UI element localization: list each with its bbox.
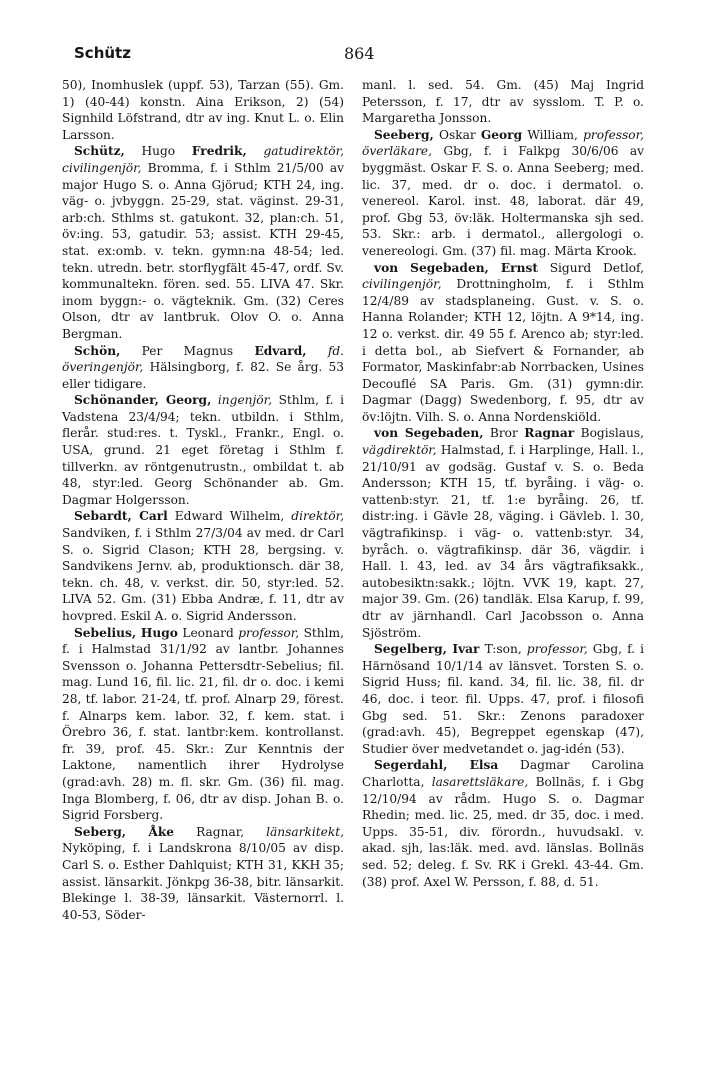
entry-title: professor, [238, 625, 300, 640]
entry-title: professor, överläkare, [362, 127, 645, 159]
entry-given-names: T:son, [484, 642, 522, 657]
bio-entry [62, 343, 344, 393]
entry-surname: Schön, [74, 343, 121, 358]
entry-continuation [62, 77, 344, 143]
bio-entry [362, 757, 644, 890]
entry-text: Bromma, f. i Sthlm 21/5/00 av major Hugo S. o. Anna Gjörud; KTH 24, ing. väg- o. jvbyggn. 25-29, stat. väginst. 29-31, arb:ch. Sthlms st. gatukont. 32, plan:ch. 51, öv:ing. 53, gatudir. 53; assist. KTH 29-45, stat. ex:omb. v. tekn. gymn:na 48-54; led. tekn. utredn. betr. storflygfält 45-47, ordf. Sv. kommunaltekn. fören. sed. 55. LIVA 47. Skr. inom byggn:- o. vägteknik. Gm. (32) Ceres Olson, dtr av lantbruk. Olov O. o. Anna Bergman. [62, 160, 345, 341]
entry-text: 50), Inomhuslek (uppf. 53), Tarzan (55). Gm. 1) (40-44) konstn. Aina Erikson, 2) (54) Signhild Löfstrand, dtr av ing. Knut L. o. Elin Larsson. [62, 78, 344, 142]
entry-title: länsarkitekt, [266, 824, 345, 839]
entry-surname: Schönander, Georg, [74, 393, 212, 408]
bio-entry [62, 143, 344, 342]
entry-text: Gbg, f. i Härnösand 10/1/14 av länsvet. Torsten S. o. Sigrid Huss; fil. kand. 34, fil. lic. 38, fil. dr 46, doc. i teor. fil. Upps. 47, prof. i filosofi Gbg sed. 51. Skr.: Zenons paradoxer (grad:avh. 45), Begreppet egenskap (47), Studier över medvetandet o. jag-idén (53). [362, 642, 645, 756]
entry-continuation [362, 77, 644, 127]
entry-surname: Schütz, [74, 144, 125, 159]
entry-text: manl. l. sed. 54. Gm. (45) Maj Ingrid Petersson, f. 17, dtr av sysslom. T. P. o. Margaretha Jonsson. [362, 78, 644, 126]
bio-entry [362, 641, 644, 757]
page-number: 864 [344, 44, 375, 63]
entry-text: Nyköping, f. i Landskrona 8/10/05 av disp. Carl S. o. Esther Dahlquist; KTH 31, KKH 35; assist. länsarkit. Jönkpg 36-38, bitr. länsarkit. Blekinge l. 38-39, länsarkit. Västernorrl. l. 40-53, Söder- [62, 841, 344, 922]
bio-entry [62, 508, 344, 624]
entry-surname: Seberg, Åke [74, 824, 175, 839]
column-right [362, 77, 644, 890]
entry-text: Hälsingborg, f. 82. Se årg. 53 eller tidigare. [62, 360, 345, 391]
entry-surname: von Segebaden, [374, 426, 484, 441]
entry-given-names: Oskar [438, 127, 476, 142]
entry-text: Sthlm, f. i Vadstena 23/4/94; tekn. utbildn. i Sthlm, flerår. stud:res. t. Tyskl., Frankr., Engl. o. USA, grund. 21 eget företag i Sthlm f. tillverkn. av röntgenutrustn., ombildat t. ab 48, styr:led. Georg Schönander ab. Gm. Dagmar Holgersson. [62, 393, 344, 507]
bio-entry [62, 625, 344, 824]
entry-text: Sthlm, f. i Halmstad 31/1/92 av lantbr. Johannes Svensson o. Johanna Pettersdtr-Sebelius; fil. mag. Lund 16, fil. lic. 21, fil. dr o. doc. i kemi 28, tf. labor. 21-24, tf. prof. Alnarp 29, förest. f. Alnarps kem. labor. 32, f. kem. stat. i Örebro 36, f. stat. lantbr:kem. kontrollanst. fr. 39, prof. 45. Skr.: Zur Kenntnis der Laktone, namentlich ihrer Hydrolyse (grad:avh. 28) m. fl. skr. Gm. (36) fil. mag. Inga Blomberg, f. 06, dtr av disp. Johan B. o. Sigrid Forsberg. [62, 625, 344, 823]
entry-given-names: Sigurd Detlof, [549, 260, 645, 275]
bio-entry [62, 392, 344, 508]
entry-text: Sandviken, f. i Sthlm 27/3/04 av med. dr Carl S. o. Sigrid Clason; KTH 28, bergsing. v. Sandvikens Jernv. ab, produktionsch. där 38, tekn. ch. 48, v. verkst. dir. 50, styr:led. 52. LIVA 52. Gm. (31) Ebba Andræ, f. 11, dtr av hovpred. Eskil A. o. Sigrid Andersson. [62, 526, 344, 623]
entry-given-names-after: Bogislaus, [580, 426, 644, 441]
bio-entry [362, 260, 644, 426]
entry-call-name: Edvard, [254, 343, 307, 358]
entry-given-names: Dagmar Carolina Charlotta, [362, 758, 644, 789]
entry-text: Gbg, f. i Falkpg 30/6/06 av byggmäst. Oskar F. S. o. Anna Seeberg; med. lic. 37, med. dr o. doc. i dermatol. o. venereol. Karol. inst. 48, laborat. där 49, prof. Gbg 53, öv:läk. Holtermanska sjh sed. 53. Skr.: arb. i dermatol., allergologi o. venereologi. Gm. (37) fil. mag. Märta Krook. [362, 144, 644, 258]
entry-call-name: Fredrik, [191, 144, 247, 159]
entry-text: Drottningholm, f. i Sthlm 12/4/89 av stadsplaneing. Gust. v. S. o. Hanna Rolander; KTH 12, löjtn. A 9*14, ing. 12 o. verkst. dir. 49 55 f. Arenco ab; styr:led. i detta bol., ab Siefvert & Fornander, ab Formator, Maskinfabr:ab Norrbacken, Usines Decouflé SA Paris. Gm. (31) gymn:dir. Dagmar (Dagg) Swedenborg, f. 95, dtr av öv:löjtn. Vilh. S. o. Anna Nordenskiöld. [362, 277, 645, 424]
entry-surname: Sebardt, Carl [74, 509, 168, 524]
running-head [74, 44, 644, 68]
entry-title: ingenjör, [217, 393, 272, 408]
entry-given-names: Leonard [182, 625, 234, 640]
entry-title: direktör, [291, 509, 344, 524]
entry-given-names: Bror [489, 426, 518, 441]
entry-surname: Sebelius, Hugo [74, 625, 178, 640]
entry-given-names: Edward Wilhelm, [174, 509, 285, 524]
entry-given-names: Per Magnus [141, 343, 234, 358]
entry-title: gatudirektör, civilingenjör, [62, 144, 344, 175]
entry-given-names: Hugo [141, 144, 176, 159]
entry-call-name: Ragnar [524, 426, 575, 441]
entry-surname: Seeberg, [374, 127, 434, 142]
entry-call-name: Georg [480, 127, 523, 142]
bio-entry [362, 127, 644, 260]
entry-surname: von Segebaden, Ernst [374, 260, 538, 275]
bio-entry [362, 425, 644, 641]
entry-text: Halmstad, f. i Harplinge, Hall. l., 21/10/91 av godsäg. Gustaf v. S. o. Beda Andersson; KTH 15, tf. byråing. i väg- o. vattenb:styr. 21, tf. 1:e byråing. 26, tf. distr:ing. i Gävle 28, väging. i Gävleb. l. 30, vägtrafikinsp. i väg- o. vattenb:styr. 34, byråch. o. vägtrafikinsp. där 36, vägdir. i Hall. l. 43, led. av 34 års vägtrafiksakk., autobesiktn:sakk.; löjtn. VVK 19, kapt. 27, major 39. Gm. (26) tandläk. Elsa Karup, f. 99, dtr av järnhandl. Carl Jacobsson o. Anna Sjöström. [362, 443, 645, 640]
running-head-name: Schütz [74, 44, 131, 62]
entry-title: lasarettsläkare, [431, 774, 529, 789]
bio-entry [62, 824, 344, 924]
entry-title: fd. överingenjör, [62, 343, 344, 375]
entry-surname: Segerdahl, Elsa [374, 758, 499, 773]
entry-surname: Segelberg, Ivar [374, 642, 480, 657]
entry-title: civilingenjör, [362, 277, 442, 292]
entry-title: professor, [526, 642, 588, 657]
entry-given-names-after: William, [527, 127, 578, 142]
entry-text: Bollnäs, f. i Gbg 12/10/94 av rådm. Hugo S. o. Dagmar Rhedin; med. lic. 25, med. dr 35, doc. i med. Upps. 35-51, div. förordn., huvudsakl. v. akad. sjh, las:läk. med. avd. länslas. Bollnäs sed. 52; deleg. f. Sv. RK i Grekl. 43-44. Gm. (38) prof. Axel W. Persson, f. 88, d. 51. [362, 774, 645, 889]
column-left [62, 77, 344, 923]
entry-given-names: Ragnar, [196, 824, 245, 839]
entry-title: vägdirektör, [362, 443, 437, 458]
